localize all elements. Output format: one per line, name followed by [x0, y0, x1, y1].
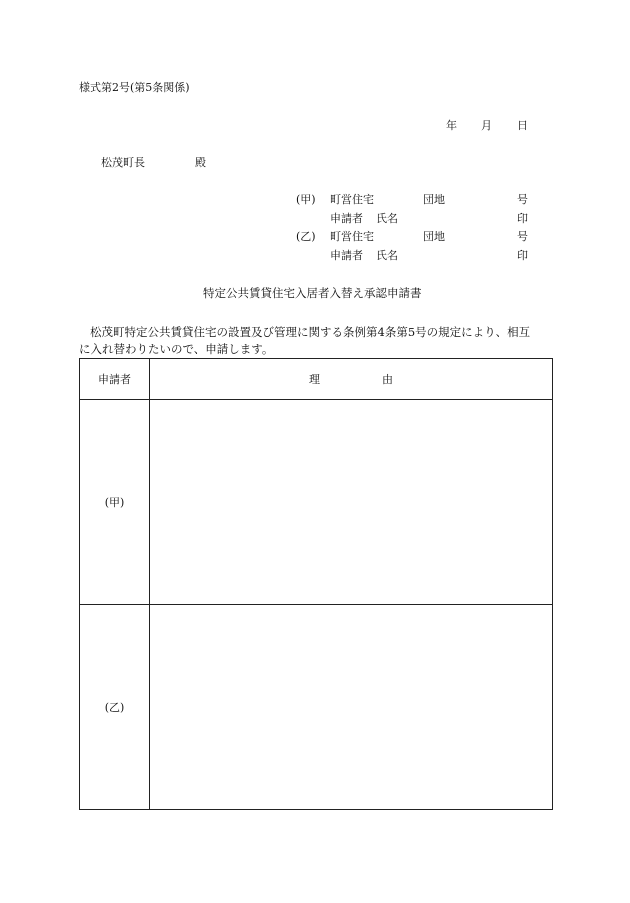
- mayor-title: 松茂町長: [101, 156, 145, 169]
- date-month-label: 月: [481, 119, 492, 132]
- party-a-number-label: 号: [517, 193, 528, 206]
- party-a-housing-label: 町営住宅: [330, 193, 374, 206]
- form-number: 様式第2号(第5条関係): [79, 81, 190, 94]
- body-line-1: 松茂町特定公共賃貸住宅の設置及び管理に関する条例第4条第5号の規定により、相互: [90, 325, 531, 339]
- body-line-2: に入れ替わりたいので、申請します。: [79, 342, 274, 356]
- party-b-complex-label: 団地: [423, 230, 445, 243]
- header-reason-char-1: 理: [309, 373, 320, 386]
- party-a-complex-label: 団地: [423, 193, 445, 206]
- party-a-applicant-label: 申請者: [330, 212, 363, 225]
- row-b-label: (乙): [104, 701, 125, 714]
- row-a-label: (甲): [104, 496, 125, 509]
- party-b-mark: (乙): [296, 230, 316, 243]
- party-b-housing-label: 町営住宅: [330, 230, 374, 243]
- party-b-number-label: 号: [517, 230, 528, 243]
- row-b-label-cell: [80, 605, 150, 810]
- party-b-seal-label: 印: [517, 249, 528, 262]
- table-header-row: [80, 359, 553, 400]
- honorific: 殿: [195, 156, 206, 169]
- party-a-name-label: 氏名: [376, 212, 398, 225]
- row-b-reason-field[interactable]: [150, 605, 553, 810]
- party-b-applicant-label: 申請者: [330, 249, 363, 262]
- table-row: [80, 400, 553, 605]
- table-row: [80, 605, 553, 810]
- header-applicant-cell: [80, 359, 150, 400]
- application-table: [79, 358, 553, 810]
- party-a-seal-label: 印: [517, 212, 528, 225]
- document-title: 特定公共賃貸住宅入居者入替え承認申請書: [203, 286, 422, 300]
- header-reason-char-2: 由: [382, 373, 393, 386]
- date-day-label: 日: [517, 119, 528, 132]
- row-a-reason-field[interactable]: [150, 400, 553, 605]
- party-a-mark: (甲): [296, 193, 316, 206]
- header-applicant-label: 申請者: [98, 373, 131, 386]
- date-year-label: 年: [446, 119, 457, 132]
- row-a-label-cell: [80, 400, 150, 605]
- party-b-name-label: 氏名: [376, 249, 398, 262]
- header-reason-cell: [150, 359, 553, 400]
